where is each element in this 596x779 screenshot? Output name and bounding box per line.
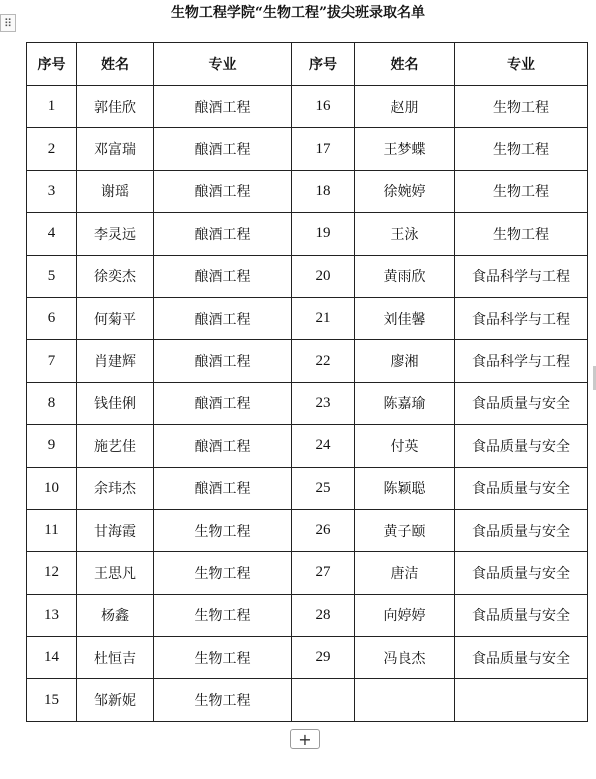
table-row — [27, 213, 588, 255]
cell-major-left: 酿酒工程 — [154, 128, 292, 170]
cell-name-right — [355, 679, 455, 721]
cell-index-right: 28 — [292, 594, 355, 636]
cell-index-left: 4 — [27, 213, 77, 255]
cell-major-right: 生物工程 — [455, 170, 588, 212]
cell-major-left: 生物工程 — [154, 679, 292, 721]
document-title: 生物工程学院“生物工程”拔尖班录取名单 — [170, 5, 426, 21]
cell-index-right: 24 — [292, 425, 355, 467]
cell-index-left: 13 — [27, 594, 77, 636]
table-row — [27, 637, 588, 679]
cell-name-left: 李灵远 — [77, 213, 154, 255]
cell-name-right: 向婷婷 — [355, 594, 455, 636]
table-body — [27, 86, 588, 722]
cell-index-right: 27 — [292, 552, 355, 594]
cell-name-left: 甘海霞 — [77, 509, 154, 551]
table-row — [27, 509, 588, 551]
table-row — [27, 594, 588, 636]
header-row — [27, 43, 588, 86]
table-row — [27, 297, 588, 339]
cell-name-right: 陈颖聪 — [355, 467, 455, 509]
header-index-right: 序号 — [292, 43, 355, 86]
cell-name-right: 赵朋 — [355, 86, 455, 128]
admission-table — [26, 42, 588, 722]
cell-major-left: 生物工程 — [154, 594, 292, 636]
cell-major-right: 生物工程 — [455, 86, 588, 128]
cell-index-right: 22 — [292, 340, 355, 382]
cell-index-right: 17 — [292, 128, 355, 170]
cell-index-right — [292, 679, 355, 721]
table-row — [27, 382, 588, 424]
cell-index-left: 9 — [27, 425, 77, 467]
cell-index-right: 18 — [292, 170, 355, 212]
cell-index-right: 29 — [292, 637, 355, 679]
cell-major-right: 食品质量与安全 — [455, 382, 588, 424]
cell-name-left: 施艺佳 — [77, 425, 154, 467]
cell-major-right: 食品质量与安全 — [455, 509, 588, 551]
cell-index-left: 6 — [27, 297, 77, 339]
cell-major-left: 酿酒工程 — [154, 213, 292, 255]
cell-name-left: 余玮杰 — [77, 467, 154, 509]
cell-name-right: 付英 — [355, 425, 455, 467]
cell-index-left: 7 — [27, 340, 77, 382]
cell-name-left: 郭佳欣 — [77, 86, 154, 128]
cell-name-right: 王梦蝶 — [355, 128, 455, 170]
cell-index-right: 23 — [292, 382, 355, 424]
table-row — [27, 128, 588, 170]
cell-major-right: 食品质量与安全 — [455, 637, 588, 679]
table-row — [27, 86, 588, 128]
cell-name-right: 廖湘 — [355, 340, 455, 382]
cell-name-right: 唐洁 — [355, 552, 455, 594]
cell-major-right: 食品质量与安全 — [455, 594, 588, 636]
cell-major-left: 酿酒工程 — [154, 382, 292, 424]
header-major-right: 专业 — [455, 43, 588, 86]
cell-name-left: 杨鑫 — [77, 594, 154, 636]
table-row — [27, 255, 588, 297]
cell-major-right: 食品科学与工程 — [455, 340, 588, 382]
cell-name-right: 冯良杰 — [355, 637, 455, 679]
cell-name-right: 黄子颐 — [355, 509, 455, 551]
cell-index-left: 1 — [27, 86, 77, 128]
cell-index-left: 5 — [27, 255, 77, 297]
cell-name-left: 邓富瑞 — [77, 128, 154, 170]
cell-major-right: 生物工程 — [455, 128, 588, 170]
cell-major-right: 食品科学与工程 — [455, 297, 588, 339]
cell-index-left: 8 — [27, 382, 77, 424]
cell-major-left: 酿酒工程 — [154, 86, 292, 128]
cell-name-right: 王泳 — [355, 213, 455, 255]
table-drag-handle-icon[interactable]: ⠿ — [0, 14, 16, 32]
cell-major-right: 食品质量与安全 — [455, 425, 588, 467]
table-row — [27, 170, 588, 212]
cell-major-left: 酿酒工程 — [154, 467, 292, 509]
header-major-left: 专业 — [154, 43, 292, 86]
cell-name-right: 徐婉婷 — [355, 170, 455, 212]
cell-name-left: 钱佳俐 — [77, 382, 154, 424]
cell-major-left: 生物工程 — [154, 637, 292, 679]
cell-index-right: 26 — [292, 509, 355, 551]
cell-major-left: 酿酒工程 — [154, 255, 292, 297]
cell-major-left: 生物工程 — [154, 509, 292, 551]
cell-major-right — [455, 679, 588, 721]
header-name-left: 姓名 — [77, 43, 154, 86]
header-name-right: 姓名 — [355, 43, 455, 86]
table-row — [27, 679, 588, 721]
cell-index-left: 14 — [27, 637, 77, 679]
cell-major-right: 食品质量与安全 — [455, 552, 588, 594]
cell-name-left: 肖建辉 — [77, 340, 154, 382]
header-index-left: 序号 — [27, 43, 77, 86]
cell-index-left: 11 — [27, 509, 77, 551]
table-row — [27, 467, 588, 509]
cell-index-left: 15 — [27, 679, 77, 721]
table-row — [27, 552, 588, 594]
cell-major-left: 酿酒工程 — [154, 170, 292, 212]
cell-name-right: 黄雨欣 — [355, 255, 455, 297]
cell-name-left: 徐奕杰 — [77, 255, 154, 297]
cell-name-right: 陈嘉瑜 — [355, 382, 455, 424]
cell-index-right: 19 — [292, 213, 355, 255]
cell-major-right: 食品科学与工程 — [455, 255, 588, 297]
cell-major-left: 生物工程 — [154, 552, 292, 594]
cell-name-left: 何菊平 — [77, 297, 154, 339]
cell-index-right: 21 — [292, 297, 355, 339]
cell-name-left: 邹新妮 — [77, 679, 154, 721]
cell-index-left: 10 — [27, 467, 77, 509]
cell-index-right: 25 — [292, 467, 355, 509]
cell-name-left: 谢瑶 — [77, 170, 154, 212]
cell-index-right: 20 — [292, 255, 355, 297]
cell-name-right: 刘佳馨 — [355, 297, 455, 339]
cell-major-left: 酿酒工程 — [154, 340, 292, 382]
add-row-button[interactable]: + — [290, 729, 320, 749]
table-row — [27, 425, 588, 467]
cell-index-right: 16 — [292, 86, 355, 128]
cell-major-right: 食品质量与安全 — [455, 467, 588, 509]
cell-index-left: 3 — [27, 170, 77, 212]
cell-index-left: 12 — [27, 552, 77, 594]
table-row — [27, 340, 588, 382]
cell-name-left: 杜恒吉 — [77, 637, 154, 679]
cell-major-left: 酿酒工程 — [154, 297, 292, 339]
cell-major-right: 生物工程 — [455, 213, 588, 255]
cell-major-left: 酿酒工程 — [154, 425, 292, 467]
cell-index-left: 2 — [27, 128, 77, 170]
cell-name-left: 王思凡 — [77, 552, 154, 594]
